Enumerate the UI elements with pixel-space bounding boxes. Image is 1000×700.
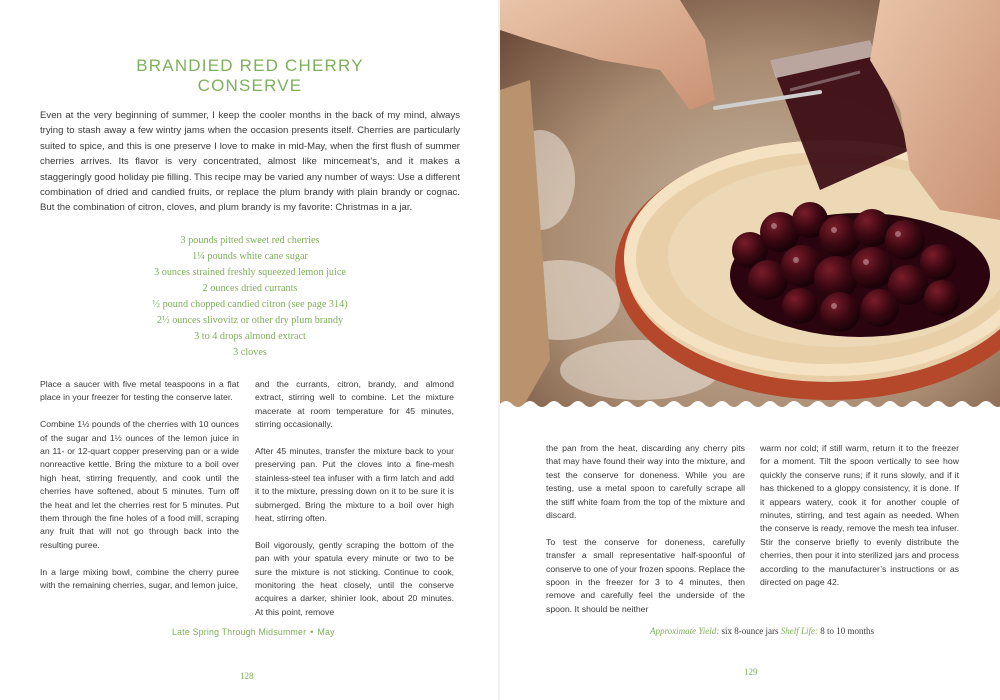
ingredient-item: 3 to 4 drops almond extract: [194, 331, 306, 342]
method-paragraph: To test the conserve for doneness, carefully transfer a small representative half-spoonful of conserve to one of your frozen spoons. Replace the spoon in the freezer for 3 to 4 minutes, then remove and carefully feel the underside of the spoon. It should be neither: [546, 536, 745, 614]
footer-bullet: •: [310, 627, 314, 637]
left-page: [0, 0, 498, 700]
method-paragraph: warm nor cold; if still warm, return it to the freezer for a moment. Tilt the spoon vertically to see how quickly the conserve runs; if it runs slowly, and if it has thickened to a gloppy consistency, it is done. If it appears watery, cook it for another couple of minutes, stirring, and test again as needed. When the conserve is ready, remove the mesh tea infuser. Stir the conserve briefly to evenly distribute the cherries, then pour it into sterilized jars and process according to the manufacturer’s instructions or as directed on page 42.: [760, 443, 959, 588]
cherry-pie-photo: [500, 0, 1000, 412]
page-number-left: 128: [240, 671, 254, 681]
method-paragraph: the pan from the heat, discarding any cherry pits that may have found their way into the mixture, and test the conserve for doneness. While you are testing, use a metal spoon to carefully scrape all the stiff white foam from the top of the mixture and discard.: [546, 443, 745, 521]
ingredient-item: 3 ounces strained freshly squeezed lemon juice: [154, 267, 346, 278]
ingredient-item: 2 ounces dried currants: [202, 283, 298, 294]
ingredient-list: [40, 233, 460, 361]
footer-section: Late Spring Through Midsummer: [172, 627, 307, 637]
yield-label: Approximate Yield:: [650, 626, 720, 636]
intro-paragraph: Even at the very beginning of summer, I keep the cooler months in the back of my mind, always trying to stash away a few wintry jams when the occasion presents itself. Cherries are particularly suited to spice, and this is one preserve I love to make in mid-May, when the first flush of summer cherries arrives. Its flavor is very concentrated, almost like mincemeat’s, and it makes a staggeringly good holiday pie filling. This recipe may be varied any number of ways: Use a different combination of dried and candied fruits, or replace the plum brandy with plain brandy or cognac. But the combination of citron, cloves, and plum brandy is my favorite: Christmas in a jar.: [40, 110, 460, 214]
shelf-life-value: 8 to 10 months: [820, 626, 874, 636]
ingredient-item: 3 cloves: [233, 347, 267, 358]
method-paragraph: After 45 minutes, transfer the mixture back to your preserving pan. Put the cloves into a fine-mesh stainless-steel tea infuser with a firm latch and add it to the mixture, pressing down on it to be sure it is submerged. Bring the mixture to a boil over high heat, stirring often.: [255, 446, 454, 524]
photo-illustration: [500, 0, 1000, 412]
shelf-life-label: Shelf Life:: [780, 626, 818, 636]
method-column-1: [40, 378, 239, 606]
title-line-1: BRANDIED RED CHERRY: [136, 56, 364, 75]
method-column-3: [546, 442, 745, 630]
ingredient-item: 2½ ounces slivovitz or other dry plum brandy: [156, 315, 344, 326]
footer-month: May: [317, 627, 335, 637]
page-number-right: 129: [744, 667, 758, 677]
method-column-2: [255, 378, 454, 633]
yield-info: [650, 626, 874, 636]
title-line-2: CONSERVE: [197, 76, 303, 95]
ingredient-item: 1¼ pounds white cane sugar: [192, 251, 308, 262]
method-paragraph: In a large mixing bowl, combine the cherry puree with the remaining cherries, sugar, and lemon juice,: [40, 566, 239, 591]
running-footer: [172, 627, 335, 637]
method-column-4: [760, 442, 959, 603]
yield-value: six 8-ounce jars: [721, 626, 779, 636]
method-paragraph: Combine 1½ pounds of the cherries with 10 ounces of the sugar and 1½ ounces of the lemon juice in an 11- or 12-quart copper preserving pan or a wide nonreactive kettle. Bring the mixture to a boil over high heat, stirring frequently, and cook until the cherries have softened, about 5 minutes. Turn off the heat and let the cherries rest for 5 minutes. Put them through the fine holes of a food mill, scraping any fruit that will not go through back into the resulting puree.: [40, 419, 239, 550]
recipe-title: [40, 56, 460, 96]
ingredient-item: 3 pounds pitted sweet red cherries: [180, 235, 320, 246]
ingredient-item: ½ pound chopped candied citron (see page 314): [152, 299, 348, 310]
method-paragraph: Place a saucer with five metal teaspoons in a flat place in your freezer for testing the conserve later.: [40, 379, 239, 403]
method-paragraph: Boil vigorously, gently scraping the bottom of the pan with your spatula every minute or two to be sure the mixture is not sticking. Continue to cook, monitoring the heat closely, until the conserve acquires a darker, shinier look, about 20 minutes. At this point, remove: [255, 539, 454, 617]
method-paragraph: and the currants, citron, brandy, and almond extract, stirring well to combine. Let the mixture macerate at room temperature for 45 minutes, stirring occasionally.: [255, 379, 454, 430]
